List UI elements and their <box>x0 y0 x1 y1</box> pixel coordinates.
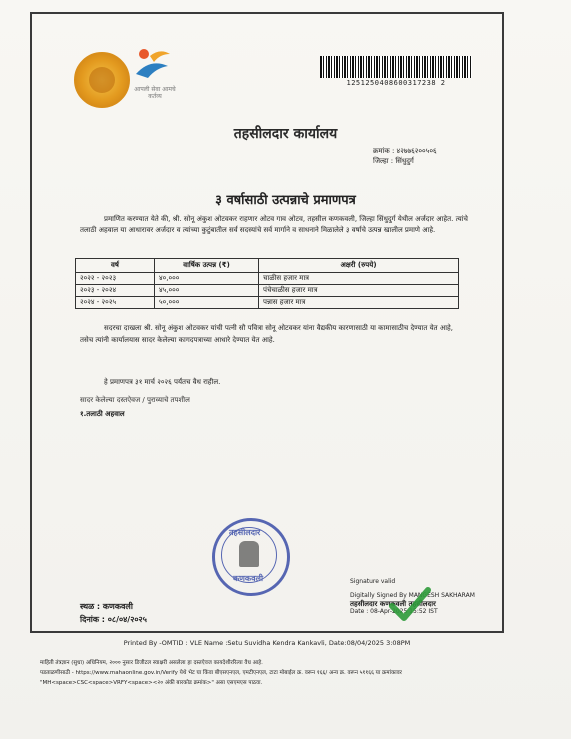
office-stamp <box>212 518 290 596</box>
usage-paragraph: सदरचा दाखला श्री. सोनू अंकुश ओटवकर यांची पत्नी सौ पवित्रा सोनू ओटवकर यांना वैद्यकीय कारणासाठी या कामासाठीच देण्यात येत आहे, तसेच त्यांनी कार्यालयास सादर केलेल्या कागदपत्राच्या आधारे देण्यात येत आहे. <box>80 324 453 344</box>
col-header-words: अक्षरी (रुपये) <box>259 259 459 273</box>
table-row <box>76 273 459 285</box>
ashoka-emblem-icon <box>239 541 259 567</box>
signer-office: तहसीलदार कणकवली तहसीलदार <box>350 600 436 608</box>
printed-by-line: Printed By -OMTID : VLE Name :Setu Suvidha Kendra Kankavli, Date:08/04/2025 3:08PM <box>123 639 411 647</box>
cell-words: चाळीस हजार मात्र <box>259 273 459 285</box>
district: जिल्हा : सिंधुदुर्ग <box>373 157 414 165</box>
barcode-number: 1251250408600317238 2 <box>346 79 446 87</box>
documents-label: सादर केलेल्या दस्तऐवज / पुराव्याचे तपशील <box>80 396 190 404</box>
place: स्थळ : कणकवली <box>80 602 133 611</box>
signature-date: Date : 08-Apr-2025 15:52 IST <box>350 608 438 615</box>
signature-valid: Signature valid <box>350 578 396 585</box>
meta-block <box>373 146 437 166</box>
cell-income: ५०,००० <box>155 297 259 309</box>
cell-words: पंचेचाळीस हजार मात्र <box>259 285 459 297</box>
table-row <box>76 297 459 309</box>
stamp-bottom-text: कणकवली <box>233 574 264 583</box>
cell-year: २०२३ - २०२४ <box>76 285 155 297</box>
signed-by: Digitally Signed By MANGESH SAKHARAM <box>350 592 475 599</box>
income-table <box>75 258 459 309</box>
seal-center <box>89 67 115 93</box>
validity-note: हे प्रमाणपत्र ३१ मार्च २०२६ पर्यंतच वैध राहील. <box>104 378 221 386</box>
cell-year: २०२४ - २०२५ <box>76 297 155 309</box>
intro-paragraph: प्रमाणित करण्यात येते की, श्री. सोनू अंकुश ओटवकर राहणार ओटव गाव ओटव, तहसील कणकवली, जिल्हा सिंधुदुर्ग येथील अर्जदार आहेत. त्यांचे तलाठी अहवाल या आधारावर अर्जदार व त्यांच्या कुटुंबातील सर्व सदस्यांचे सर्व मार्गाने व साधनाने मिळालेले ३ वर्षाचे उत्पन्न खालील प्रमाणे आहे. <box>80 215 468 234</box>
signature-check-icon <box>388 584 432 624</box>
barcode <box>320 56 472 78</box>
cell-income: ४०,००० <box>155 273 259 285</box>
col-header-year: वर्ष <box>76 259 155 273</box>
cell-year: २०२२ - २०२३ <box>76 273 155 285</box>
cell-words: पन्नास हजार मात्र <box>259 297 459 309</box>
footer-notes <box>40 658 545 688</box>
aapli-seva-logo-icon <box>130 44 174 84</box>
place-date-block <box>80 600 147 626</box>
stamp-top-text: तहसीलदार <box>229 528 261 537</box>
documents-item: १.तलाठी अहवाल <box>80 410 125 418</box>
footer-line-3: "MH<space>CSC<space>VRFY<space><२० अंकी बारकोड क्रमांक>" असा एसएमएस पाठवा. <box>40 680 263 686</box>
footer-line-2: पडताळणीसाठी - https://www.mahaonline.gov.in/Verify येथे भेट घा किंवा बीएसएनएल, एमटीएनएल, टाटा मोबाईल क्र. वरून १६६/ अन्य क्र. वरून ५११६६ या क्रमांकावर <box>40 670 402 676</box>
office-title: तहसीलदार कार्यालय <box>233 126 338 142</box>
issue-date: दिनांक : ०८/०४/२०२५ <box>80 615 147 624</box>
cell-income: ४५,००० <box>155 285 259 297</box>
col-header-income: वार्षिक उत्पन्न (₹) <box>155 259 259 273</box>
logo-caption: आपली सेवा आमचे कर्तव्य <box>134 86 176 100</box>
certificate-title: ३ वर्षासाठी उत्पन्नाचे प्रमाणपत्र <box>215 193 356 208</box>
footer-line-1: माहिती तंत्रज्ञान (सुधा) अधिनियम, २००० नुसार डिजीटल स्वाक्षरी असलेला हा दस्तऐवज कायदेशीररित्या वैध आहे. <box>40 660 263 666</box>
table-header-row <box>76 259 459 273</box>
serial-number: क्रमांक : ४२७७६२००५०६ <box>373 147 437 155</box>
table-row <box>76 285 459 297</box>
maharashtra-seal-icon <box>74 52 130 108</box>
